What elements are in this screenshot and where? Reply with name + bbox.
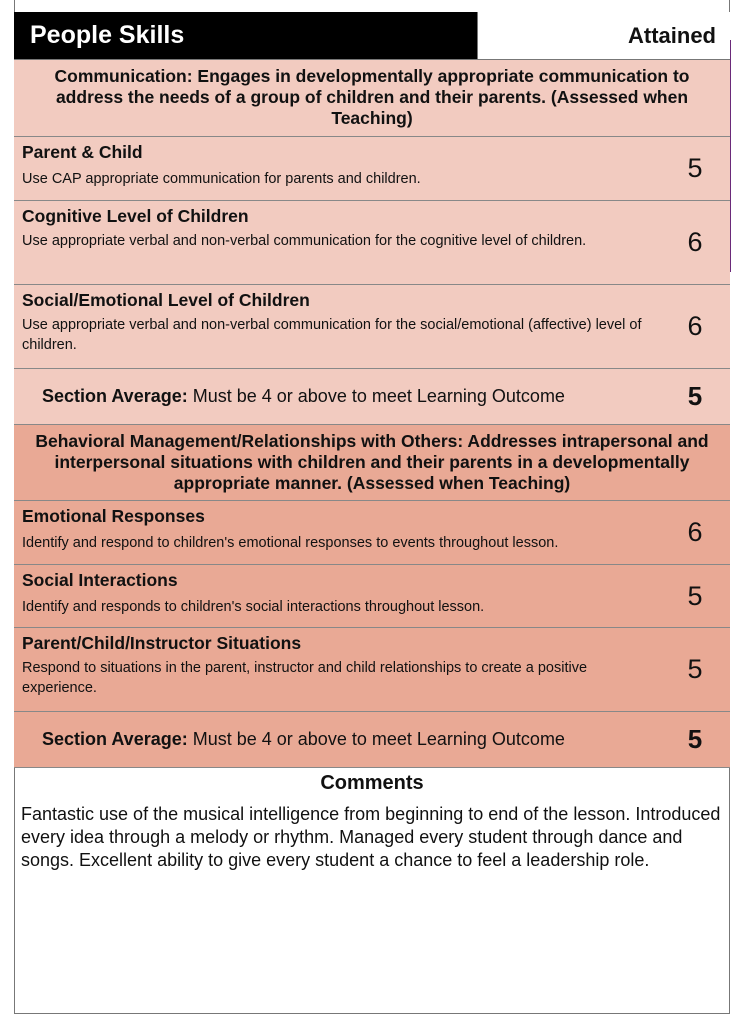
item-score: 6: [687, 227, 703, 257]
communication-heading: Communication: Engages in developmentally appropriate communication to address the needs of a group of children and their parents. (Assessed when Teaching): [54, 66, 690, 128]
item-title: Parent & Child: [22, 142, 143, 162]
item-score: 6: [687, 311, 703, 341]
item-score: 6: [687, 517, 703, 547]
behavioral-heading: Behavioral Management/Relationships with Others: Addresses intrapersonal and interpersonal situations with children and their parents in a developmentally appropriate manner. (Assessed when Teaching): [35, 431, 709, 493]
item-score: 5: [687, 153, 703, 183]
item-score: 5: [687, 654, 703, 684]
comments-title: Comments: [320, 772, 424, 794]
item-social-interactions: [14, 565, 730, 628]
section-average-label: Section Average:: [42, 729, 188, 749]
people-skills-header: [14, 12, 730, 60]
section-average-requirement: Must be 4 or above to meet Learning Outcome: [192, 386, 565, 406]
item-title: Cognitive Level of Children: [22, 206, 249, 226]
item-description: Use appropriate verbal and non-verbal communication for the social/emotional (affective) level of children.: [22, 317, 642, 353]
section-average-score: 5: [687, 381, 703, 411]
item-parent-child-instructor: [14, 628, 730, 712]
item-title: Parent/Child/Instructor Situations: [22, 633, 302, 653]
item-title: Emotional Responses: [22, 506, 205, 526]
item-description: Identify and responds to children's social interactions throughout lesson.: [22, 599, 485, 615]
item-title: Social Interactions: [22, 570, 178, 590]
section-title: People Skills: [14, 12, 477, 59]
communication-heading-row: [14, 60, 730, 137]
section-average-score: 5: [687, 724, 703, 754]
item-social-emotional-level: [14, 285, 730, 369]
item-title: Social/Emotional Level of Children: [22, 290, 310, 310]
item-parent-child: [14, 137, 730, 201]
attained-column-label: Attained: [477, 12, 730, 59]
item-description: Respond to situations in the parent, instructor and child relationships to create a positive experience.: [22, 660, 588, 696]
item-emotional-responses: [14, 501, 730, 565]
communication-section-average: [14, 369, 730, 425]
item-description: Use CAP appropriate communication for parents and children.: [22, 171, 421, 187]
item-score: 5: [687, 580, 703, 611]
behavioral-section-average: [14, 712, 730, 768]
section-average-label: Section Average:: [42, 386, 188, 406]
item-description: Use appropriate verbal and non-verbal communication for the cognitive level of children.: [22, 233, 587, 249]
section-average-requirement: Must be 4 or above to meet Learning Outcome: [192, 729, 565, 749]
item-cognitive-level: [14, 201, 730, 285]
item-description: Identify and respond to children's emotional responses to events throughout lesson.: [22, 535, 559, 551]
behavioral-heading-row: [14, 425, 730, 501]
comments-text: Fantastic use of the musical intelligence from beginning to end of the lesson. Introduced every idea through a melody or rhythm. Managed every student through dance and songs. Excellent ability to give every student a chance to feel a leadership role.: [21, 804, 721, 870]
